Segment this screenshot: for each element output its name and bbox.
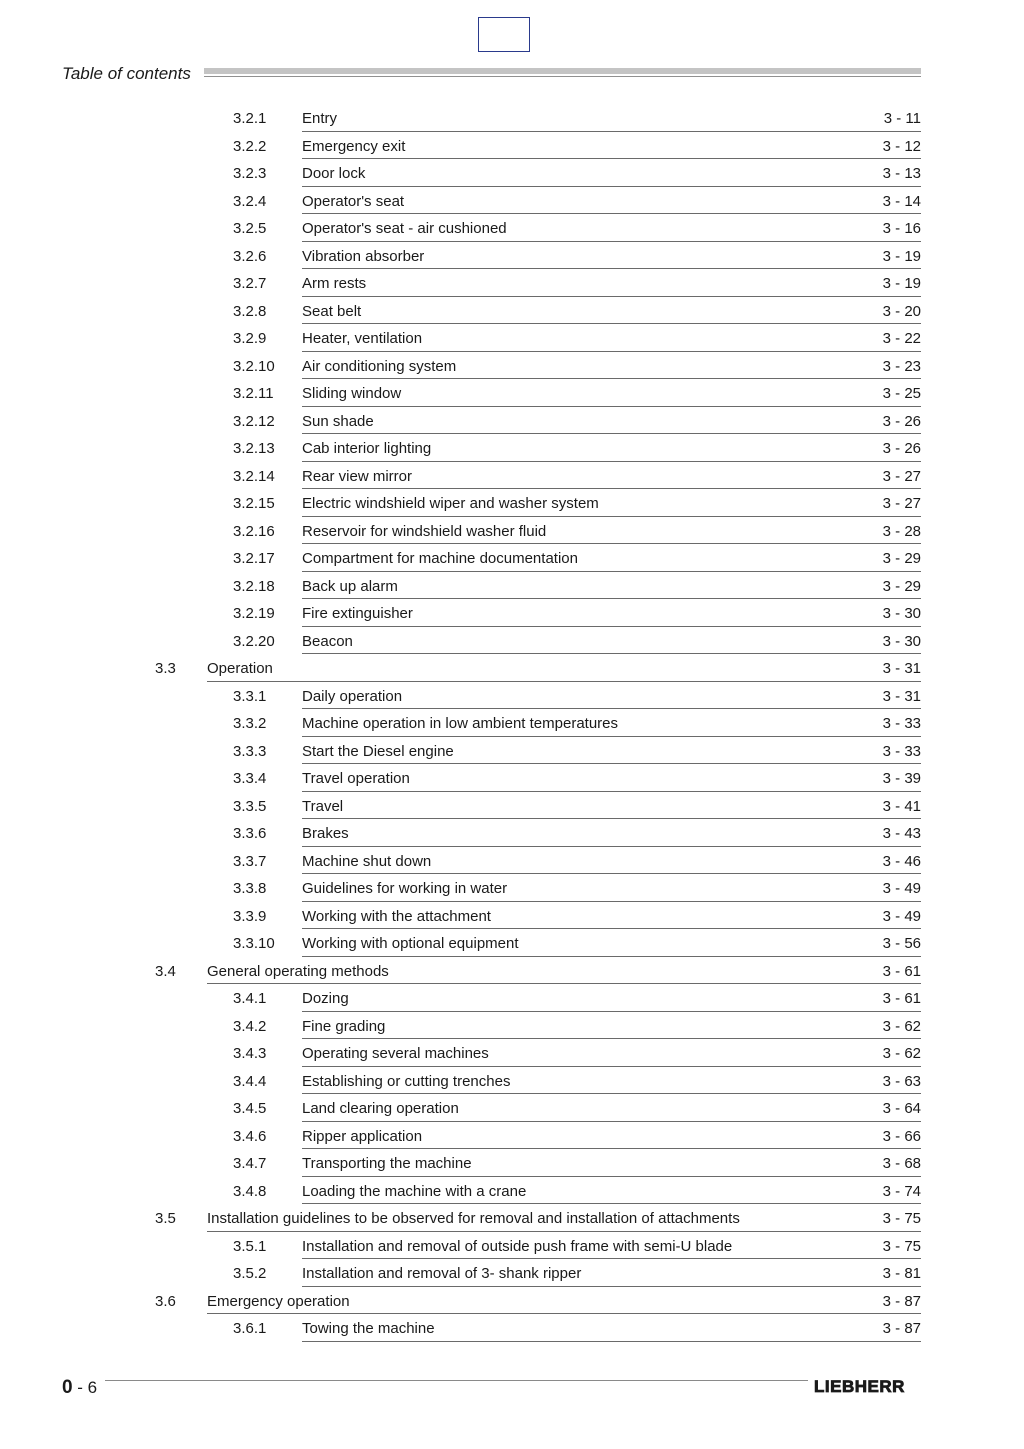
toc-number: 3.4.4 — [233, 1072, 267, 1090]
toc-page: 3 - 87 — [882, 1320, 921, 1337]
toc-subsection-row[interactable] — [0, 187, 1024, 215]
toc-label: Heater, ventilation — [302, 330, 423, 347]
toc-label: Back up alarm — [302, 577, 398, 595]
toc-page: 3 - 27 — [882, 495, 921, 512]
toc-subsection-row[interactable] — [0, 407, 1024, 435]
toc-subsection-row[interactable] — [0, 1067, 1024, 1095]
toc-page: 3 - 31 — [882, 660, 921, 677]
toc-number: 3.4.5 — [233, 1100, 267, 1117]
toc-page: 3 - 22 — [882, 330, 921, 347]
toc-label: Operating several machines — [302, 1045, 489, 1062]
toc-page: 3 - 27 — [882, 467, 921, 485]
toc-label: Towing the machine — [302, 1320, 435, 1337]
toc-label: Arm rests — [302, 275, 367, 292]
toc-number: 3.2.18 — [233, 577, 275, 595]
toc-number: 3.2.3 — [233, 165, 267, 182]
toc-subsection-row[interactable] — [0, 214, 1024, 242]
toc-number: 3.2.16 — [233, 522, 275, 540]
toc-number: 3.2.20 — [233, 632, 275, 650]
toc-subsection-row[interactable] — [0, 1232, 1024, 1260]
toc-subsection-row[interactable] — [0, 379, 1024, 407]
toc-label: Sliding window — [302, 385, 402, 402]
toc-number: 3.2.10 — [233, 357, 275, 375]
toc-label: Seat belt — [302, 302, 362, 320]
toc-number: 3.3 — [155, 660, 176, 677]
toc-subsection-row[interactable] — [0, 517, 1024, 545]
toc-subsection-row[interactable] — [0, 572, 1024, 600]
toc-label: Loading the machine with a crane — [302, 1182, 527, 1200]
toc-page: 3 - 39 — [882, 770, 921, 787]
toc-subsection-row[interactable] — [0, 159, 1024, 187]
toc-label: Brakes — [302, 825, 349, 842]
toc-subsection-row[interactable] — [0, 764, 1024, 792]
toc-label: Operation — [207, 660, 273, 677]
toc-label: Beacon — [302, 632, 353, 650]
toc-label: Ripper application — [302, 1127, 423, 1145]
toc-subsection-row[interactable] — [0, 682, 1024, 710]
toc-label: Sun shade — [302, 412, 374, 430]
toc-section-row[interactable] — [0, 1287, 1024, 1315]
toc-subsection-row[interactable] — [0, 489, 1024, 517]
toc-subsection-row[interactable] — [0, 1259, 1024, 1287]
toc-label: Vibration absorber — [302, 247, 425, 265]
toc-number: 3.5.2 — [233, 1265, 267, 1282]
toc-subsection-row[interactable] — [0, 599, 1024, 627]
footer-page: - 6 — [72, 1378, 98, 1397]
toc-number: 3.4.3 — [233, 1045, 267, 1062]
toc-number: 3.2.5 — [233, 220, 267, 237]
toc-page: 3 - 87 — [882, 1292, 921, 1310]
toc-number: 3.6.1 — [233, 1320, 267, 1337]
toc-page: 3 - 12 — [882, 137, 921, 155]
toc-subsection-row[interactable] — [0, 792, 1024, 820]
toc-subsection-row[interactable] — [0, 709, 1024, 737]
toc-label: Operator's seat - air cushioned — [302, 220, 507, 237]
toc-subsection-row[interactable] — [0, 737, 1024, 765]
toc-subsection-row[interactable] — [0, 1314, 1024, 1342]
toc-label: Fine grading — [302, 1017, 386, 1035]
toc-page: 3 - 75 — [882, 1210, 921, 1227]
toc-label: Installation and removal of 3- shank ripper — [302, 1265, 582, 1282]
toc-page: 3 - 43 — [882, 825, 921, 842]
toc-number: 3.3.2 — [233, 715, 267, 732]
toc-number: 3.2.12 — [233, 412, 275, 430]
toc-page: 3 - 49 — [882, 880, 921, 897]
toc-subsection-row[interactable] — [0, 462, 1024, 490]
toc-subsection-row[interactable] — [0, 627, 1024, 655]
toc-number: 3.3.4 — [233, 770, 267, 787]
toc-label: Machine operation in low ambient temperatures — [302, 715, 619, 732]
toc-section-row[interactable] — [0, 654, 1024, 682]
toc-label: Door lock — [302, 165, 366, 182]
toc-subsection-row[interactable] — [0, 242, 1024, 270]
toc-label: Operator's seat — [302, 192, 405, 210]
toc-number: 3.4 — [155, 962, 176, 980]
toc-label: Working with optional equipment — [302, 935, 519, 952]
toc-page: 3 - 62 — [882, 1045, 921, 1062]
toc-page: 3 - 30 — [882, 605, 921, 622]
toc-page: 3 - 61 — [882, 962, 921, 980]
toc-subsection-row[interactable] — [0, 352, 1024, 380]
toc-page: 3 - 26 — [882, 412, 921, 430]
toc-page: 3 - 46 — [882, 852, 921, 870]
toc-label: Emergency operation — [207, 1292, 350, 1310]
toc-number: 3.3.9 — [233, 907, 267, 925]
toc-number: 3.2.6 — [233, 247, 267, 265]
toc-page: 3 - 19 — [882, 275, 921, 292]
toc-label: Start the Diesel engine — [302, 742, 454, 760]
toc-label: Compartment for machine documentation — [302, 550, 578, 567]
toc-label: Reservoir for windshield washer fluid — [302, 522, 547, 540]
toc-number: 3.4.7 — [233, 1155, 267, 1172]
toc-number: 3.6 — [155, 1292, 176, 1310]
toc-subsection-row[interactable] — [0, 1039, 1024, 1067]
toc-subsection-row[interactable] — [0, 984, 1024, 1012]
table-of-contents — [0, 104, 1024, 1342]
liebherr-logo — [814, 1376, 922, 1394]
toc-page: 3 - 19 — [882, 247, 921, 265]
toc-page: 3 - 41 — [882, 797, 921, 815]
footer-page-number — [62, 1377, 97, 1399]
toc-number: 3.2.11 — [233, 385, 274, 402]
toc-number: 3.4.6 — [233, 1127, 267, 1145]
toc-page: 3 - 74 — [882, 1182, 921, 1200]
toc-label: Travel — [302, 797, 344, 815]
toc-subsection-row[interactable] — [0, 104, 1024, 132]
toc-page: 3 - 75 — [882, 1237, 921, 1255]
toc-section-row[interactable] — [0, 957, 1024, 985]
toc-number: 3.2.17 — [233, 550, 275, 567]
header-rule — [204, 68, 921, 79]
toc-page: 3 - 28 — [882, 522, 921, 540]
toc-number: 3.2.14 — [233, 467, 275, 485]
toc-page: 3 - 26 — [882, 440, 921, 457]
toc-number: 3.4.1 — [233, 990, 267, 1007]
toc-number: 3.3.3 — [233, 742, 267, 760]
toc-subsection-row[interactable] — [0, 434, 1024, 462]
toc-page: 3 - 20 — [882, 302, 921, 320]
toc-page: 3 - 49 — [882, 907, 921, 925]
toc-number: 3.2.4 — [233, 192, 267, 210]
footer-chapter: 0 — [62, 1377, 73, 1398]
toc-subsection-row[interactable] — [0, 1177, 1024, 1205]
toc-number: 3.4.2 — [233, 1017, 267, 1035]
toc-page: 3 - 81 — [882, 1265, 921, 1282]
toc-label: Working with the attachment — [302, 907, 491, 925]
toc-section-row[interactable] — [0, 1204, 1024, 1232]
toc-subsection-row[interactable] — [0, 902, 1024, 930]
toc-page: 3 - 63 — [882, 1072, 921, 1090]
toc-page: 3 - 23 — [882, 357, 921, 375]
toc-subsection-row[interactable] — [0, 544, 1024, 572]
toc-number: 3.2.7 — [233, 275, 267, 292]
toc-number: 3.2.8 — [233, 302, 267, 320]
toc-number: 3.3.10 — [233, 935, 275, 952]
toc-page: 3 - 30 — [882, 632, 921, 650]
toc-subsection-row[interactable] — [0, 324, 1024, 352]
toc-label: Installation and removal of outside push frame with semi-U blade — [302, 1237, 733, 1255]
toc-number: 3.4.8 — [233, 1182, 267, 1200]
toc-page: 3 - 61 — [882, 990, 921, 1007]
toc-page: 3 - 29 — [882, 550, 921, 567]
toc-number: 3.3.8 — [233, 880, 267, 897]
toc-subsection-row[interactable] — [0, 1149, 1024, 1177]
toc-page: 3 - 16 — [882, 220, 921, 237]
toc-number: 3.2.1 — [233, 110, 267, 127]
toc-label: Cab interior lighting — [302, 440, 432, 457]
toc-subsection-row[interactable] — [0, 929, 1024, 957]
toc-page: 3 - 56 — [882, 935, 921, 952]
toc-label: Machine shut down — [302, 852, 432, 870]
toc-page: 3 - 11 — [883, 110, 921, 127]
toc-page: 3 - 25 — [882, 385, 921, 402]
toc-number: 3.2.9 — [233, 330, 267, 347]
toc-label: Fire extinguisher — [302, 605, 413, 622]
toc-subsection-row[interactable] — [0, 1122, 1024, 1150]
toc-number: 3.2.2 — [233, 137, 267, 155]
toc-label: Guidelines for working in water — [302, 880, 508, 897]
toc-page: 3 - 66 — [882, 1127, 921, 1145]
toc-label: Air conditioning system — [302, 357, 457, 375]
toc-page: 3 - 62 — [882, 1017, 921, 1035]
toc-number: 3.2.19 — [233, 605, 275, 622]
toc-number: 3.5 — [155, 1210, 176, 1227]
toc-label: Rear view mirror — [302, 467, 413, 485]
page-marker-box — [478, 17, 530, 52]
toc-label: Establishing or cutting trenches — [302, 1072, 511, 1090]
toc-subsection-row[interactable] — [0, 847, 1024, 875]
toc-number: 3.2.15 — [233, 495, 275, 512]
footer-rule — [105, 1380, 808, 1381]
page-header-title: Table of contents — [62, 64, 191, 83]
toc-number: 3.3.6 — [233, 825, 267, 842]
toc-subsection-row[interactable] — [0, 874, 1024, 902]
toc-number: 3.3.1 — [233, 687, 267, 705]
toc-subsection-row[interactable] — [0, 297, 1024, 325]
toc-page: 3 - 31 — [882, 687, 921, 705]
toc-label: Electric windshield wiper and washer system — [302, 495, 599, 512]
toc-label: Land clearing operation — [302, 1100, 459, 1117]
toc-subsection-row[interactable] — [0, 132, 1024, 160]
toc-page: 3 - 29 — [882, 577, 921, 595]
toc-number: 3.2.13 — [233, 440, 275, 457]
toc-row-rule — [302, 1341, 921, 1342]
toc-page: 3 - 33 — [882, 742, 921, 760]
toc-subsection-row[interactable] — [0, 1012, 1024, 1040]
toc-subsection-row[interactable] — [0, 819, 1024, 847]
toc-page: 3 - 33 — [882, 715, 921, 732]
toc-number: 3.3.7 — [233, 852, 267, 870]
toc-page: 3 - 68 — [882, 1155, 921, 1172]
toc-label: Transporting the machine — [302, 1155, 472, 1172]
toc-number: 3.5.1 — [233, 1237, 267, 1255]
toc-label: Daily operation — [302, 687, 403, 705]
toc-page: 3 - 64 — [882, 1100, 921, 1117]
toc-label: Emergency exit — [302, 137, 406, 155]
toc-number: 3.3.5 — [233, 797, 267, 815]
toc-label: Dozing — [302, 990, 349, 1007]
toc-subsection-row[interactable] — [0, 1094, 1024, 1122]
toc-label: Installation guidelines to be observed for removal and installation of attachments — [207, 1210, 740, 1227]
toc-label: Travel operation — [302, 770, 410, 787]
toc-label: General operating methods — [207, 962, 389, 980]
logo-text: LIEBHERR — [814, 1377, 905, 1394]
toc-page: 3 - 14 — [882, 192, 921, 210]
toc-page: 3 - 13 — [882, 165, 921, 182]
toc-label: Entry — [302, 110, 338, 127]
toc-subsection-row[interactable] — [0, 269, 1024, 297]
